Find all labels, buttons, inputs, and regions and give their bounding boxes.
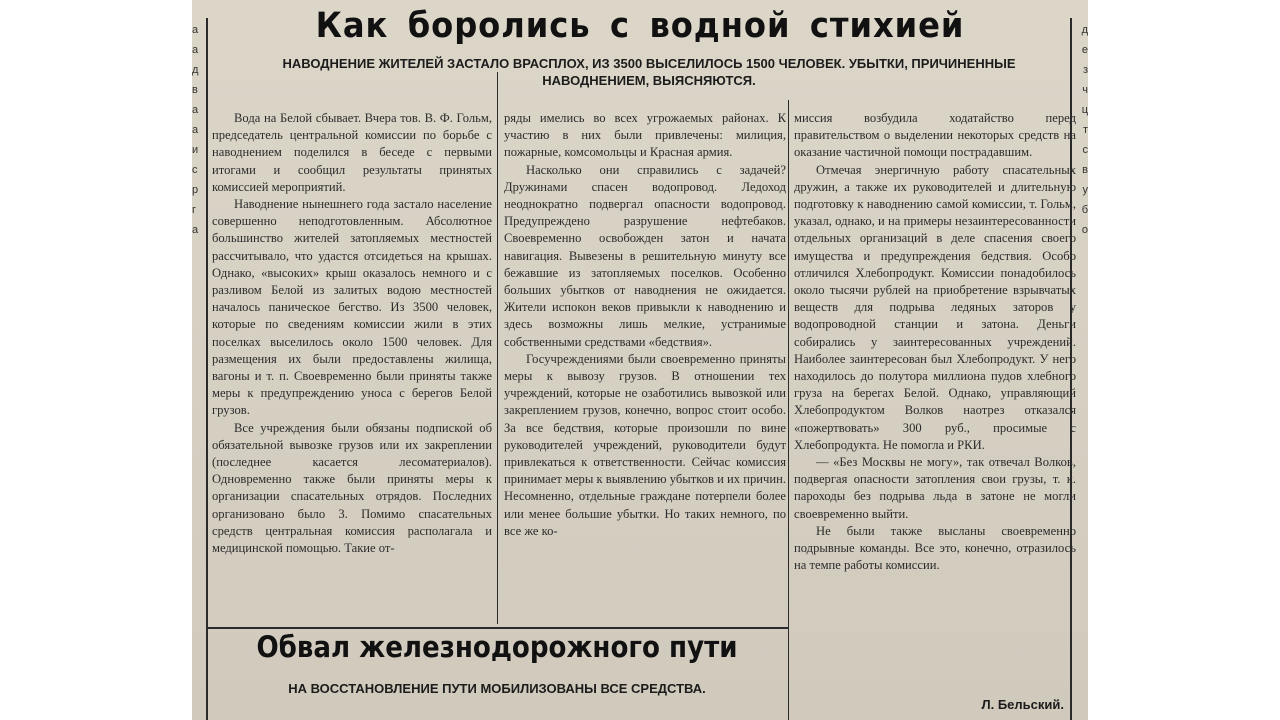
edge-fragment: у <box>1082 184 1088 196</box>
edge-fragment: а <box>192 24 199 36</box>
edge-fragment: б <box>1081 204 1088 216</box>
paragraph: Наводнение нынешнего года застало население совершенно неподготовленным. Абсолютное большинство жителей затопляемых местностей рассчитывало, что удастся отсидеться на крышах. Однако, «высоких» крыш оказалось немного и с разливом Белой из залитых водою местностей началось паническое бегство. Из 3500 человек, которые по сведениям комиссии жили в этих поселках выселилось около 1500 человек. Для размещения их были предоставлены жилища, вагоны и т. п. Своевременно были приняты также меры к предупреждению уноса с берегов Белой грузов. <box>212 197 492 418</box>
paragraph: Все учреждения были обязаны подпиской об обязательной вывозке грузов или их закреплении (последнее касается лесоматериалов). Одновременно также были приняты меры к организации спасательных отрядов. Последних организовано было 3. Помимо спасательных средств центральная комиссия располагала и медицинской помощью. Такие от- <box>212 420 492 556</box>
paragraph: Вода на Белой сбывает. Вчера тов. В. Ф. Гольм, председатель центральной комиссии по борьбе с наводнением поделился в беседе с первыми итогами и сообщил результаты принятых комиссией мероприятий. <box>212 111 492 194</box>
edge-fragment: ч <box>1082 84 1088 96</box>
article-separator-rule <box>206 627 789 629</box>
edge-fragment: и <box>192 144 199 156</box>
paragraph: — «Без Москвы не могу», так отвечал Волков, подвергая опасности затопления свои грузы, т. к. пароходы без подрыва льда в затоне не могли своевременно выйти. <box>794 455 1076 521</box>
article-column-1 <box>212 110 492 625</box>
edge-fragment: с <box>192 164 198 176</box>
edge-fragment: д <box>1081 24 1088 36</box>
edge-fragment: с <box>1082 144 1088 156</box>
edge-fragment: в <box>1082 164 1088 176</box>
paragraph: Госучреждениями были своевременно приняты меры к вывозу грузов. В отношении тех учреждений, которые не озаботились вывозкой или закреплением грузов, конечно, вопрос стоит особо. За все бедствия, которые произошли по вине руководителей учреждений, руководители будут привлекаться к ответственности. Сейчас комиссия принимает меры к выявлению убытков и их причин. Несомненно, отдельные граждане потерпели более или менее большие убытки. Но таких немного, по все же ко- <box>504 351 786 538</box>
edge-fragment: а <box>192 44 199 56</box>
paragraph: Отмечая энергичную работу спасательных дружин, а также их руководителей и длительную подготовку к наводнению самой комиссии, т. Гольм, указал, однако, и на примеры незаинтересованности отдельных организаций в деле спасения своего имущества и предупреждения бедствия. Особо отличился Хлебопродукт. Комиссии понадобилось около тысячи рублей на приобретение взрывчатых веществ для подрыва ледяных заторов у водопроводной станции и затона. Деньги собирались у заинтересованных учреждений. Наиболее заинтересован был Хлебопродукт. У него находилось до полутора миллиона пудов хлебного груза на берегах Белой. Однако, управляющий Хлебопродуктом Волков наотрез отказался «пожертвовать» 300 руб., просимые с Хлебопродукта. Не помогла и РКИ. <box>794 162 1076 452</box>
paragraph: ряды имелись во всех угрожаемых районах. К участию в них были привлечены: милиция, пожарные, комсомольцы и Красная армия. <box>504 111 786 160</box>
edge-fragment: г <box>192 204 197 216</box>
left-border-rule <box>206 18 208 720</box>
left-edge-fragments <box>192 20 204 720</box>
edge-fragment: а <box>192 124 199 136</box>
paragraph: Насколько они справились с задачей? Дружинами спасен водопровод. Ледоход неоднократно подвергал опасности водопровод. Предупреждено разрушение нефтебаков. Своевременно освобожден затон и начата навигация. Вывезены в решительную минуту все бежавшие из затопляемых поселков. Особенно больших убытков от наводнения не ожидается. Жители испокон веков привыкли к наводнению и здесь возможны лишь мелкие, устранимые собственными средствами «бедствия». <box>504 162 786 349</box>
second-article-headline: Обвал железнодорожного пути <box>256 630 738 664</box>
author-signature: Л. Бельский. <box>981 697 1064 712</box>
edge-fragment: з <box>1082 64 1088 76</box>
paragraph: миссия возбудила ходатайство перед правительством о выделении некоторых средств на оказание частичной помощи пострадавшим. <box>794 111 1076 160</box>
article-subheadline: НАВОДНЕНИЕ ЖИТЕЛЕЙ ЗАСТАЛО ВРАСПЛОХ, ИЗ 3500 ВЫСЕЛИЛОСЬ 1500 ЧЕЛОВЕК. УБЫТКИ, ПРИЧИНЕННЫЕ НАВОДНЕНИЕМ, ВЫЯСНЯЮТСЯ. <box>282 56 1016 88</box>
edge-fragment: а <box>192 104 199 116</box>
article-headline: Как боролись с водной стихией <box>315 6 965 46</box>
edge-fragment: д <box>192 64 199 76</box>
article-column-3 <box>794 110 1076 710</box>
edge-fragment: а <box>192 224 199 236</box>
newspaper-page <box>192 0 1088 720</box>
right-edge-fragments <box>1074 20 1088 720</box>
article-column-2 <box>504 110 786 625</box>
edge-fragment: о <box>1081 224 1088 236</box>
paragraph: Не были также высланы своевременно подрывные команды. Все это, конечно, отразилось на темпе работы комиссии. <box>794 523 1076 573</box>
second-article-subheadline: НА ВОССТАНОВЛЕНИЕ ПУТИ МОБИЛИЗОВАНЫ ВСЕ СРЕДСТВА. <box>288 681 706 696</box>
edge-fragment: т <box>1082 124 1088 136</box>
column-rule-1 <box>497 72 498 624</box>
edge-fragment: в <box>192 84 198 96</box>
edge-fragment: р <box>192 184 199 196</box>
edge-fragment: ц <box>1081 104 1088 116</box>
edge-fragment: е <box>1081 44 1088 56</box>
